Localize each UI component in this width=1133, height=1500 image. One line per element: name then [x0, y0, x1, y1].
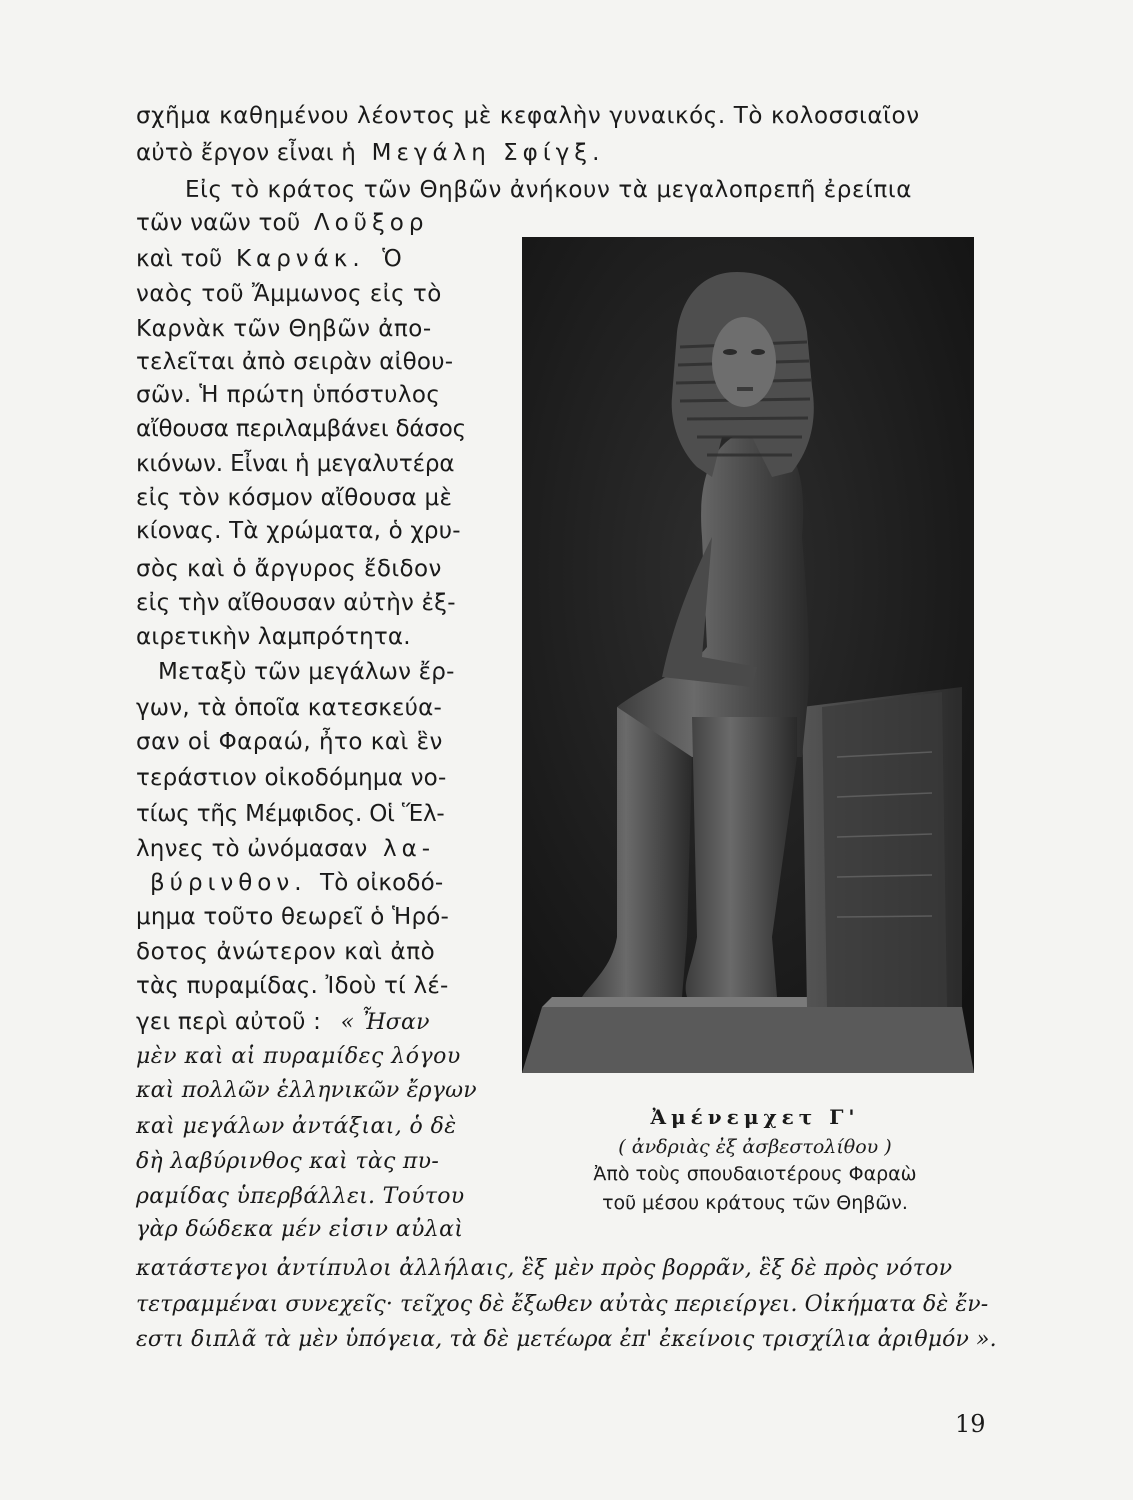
- text-line: τεράστιον οἰκοδόμημα νο-: [136, 765, 447, 791]
- caption-title: Ἀμένεμχετ Γ': [650, 1105, 860, 1129]
- quote-line: γὰρ δώδεκα μέν εἰσιν αὐλαὶ: [136, 1217, 464, 1242]
- text-line: [136, 834, 435, 864]
- quote-segment: « Ἦσαν: [340, 1010, 430, 1035]
- quote-line: καὶ πολλῶν ἑλληνικῶν ἔργων: [136, 1078, 477, 1103]
- caption-material: ( ἀνδριὰς ἐξ ἀσβεστολίθου ): [618, 1136, 892, 1158]
- text-line: αἴθουσα περιλαμβάνει δάσος: [136, 416, 466, 442]
- statue-illustration: [522, 237, 974, 1073]
- text-line: γων, τὰ ὁποῖα κατεσκεύα-: [136, 695, 443, 721]
- text-line: Μεταξὺ τῶν μεγάλων ἔρ-: [158, 659, 455, 685]
- text-segment: καὶ τοῦ: [136, 246, 223, 272]
- text-segment: ληνες τὸ ὠνόμασαν: [136, 836, 368, 862]
- text-segment: αὐτὸ ἔργον εἶναι ἡ: [136, 140, 357, 166]
- page-number: 19: [955, 1410, 986, 1438]
- quote-line: μὲν καὶ αἱ πυραμίδες λόγου: [136, 1044, 461, 1069]
- text-line: κίονας. Τὰ χρώματα, ὁ χρυ-: [136, 518, 461, 544]
- text-line: ναὸς τοῦ Ἄμμωνος εἰς τὸ: [136, 281, 442, 307]
- text-line: μημα τοῦτο θεωρεῖ ὁ Ἡρό-: [136, 904, 450, 930]
- text-segment: τῶν ναῶν τοῦ: [136, 210, 301, 236]
- text-line: σὸς καὶ ὁ ἄργυρος ἔδιδον: [136, 556, 442, 582]
- text-line: [150, 868, 443, 898]
- quote-line: καὶ μεγάλων ἀντάξιαι, ὁ δὲ: [136, 1114, 457, 1139]
- text-line: σχῆμα καθημένου λέοντος μὲ κεφαλὴν γυναικός. Τὸ κολοσσιαῖον: [136, 103, 920, 129]
- quote-line: ραμίδας ὑπερβάλλει. Τούτου: [136, 1184, 465, 1209]
- text-line: [136, 244, 402, 274]
- quote-line: τετραμμέναι συνεχεῖς· τεῖχος δὲ ἔξωθεν αὐτὰς περιείργει. Οἰκήματα δὲ ἔν-: [136, 1292, 989, 1317]
- text-line: εἰς τὴν αἴθουσαν αὐτὴν ἐξ-: [136, 590, 456, 616]
- text-line: [136, 138, 604, 168]
- emphasized-term: Λοῦξορ: [313, 210, 429, 236]
- statue-photograph: [522, 237, 974, 1073]
- caption-description: Ἀπὸ τοὺς σπουδαιοτέρους Φαραὼ: [593, 1163, 917, 1185]
- text-line: κιόνων. Εἶναι ἡ μεγαλυτέρα: [136, 451, 455, 477]
- caption-description: τοῦ μέσου κράτους τῶν Θηβῶν.: [602, 1192, 908, 1214]
- text-line: τελεῖται ἀπὸ σειρὰν αἰθου-: [136, 349, 454, 375]
- text-line: εἰς τὸν κόσμον αἴθουσα μὲ: [136, 485, 453, 511]
- emphasized-term: βύρινθον.: [150, 870, 307, 896]
- quote-line: κατάστεγοι ἀντίπυλοι ἀλλήλαις, ἓξ μὲν πρὸς βορρᾶν, ἓξ δὲ πρὸς νότον: [136, 1256, 953, 1281]
- text-segment: Τὸ οἰκοδό-: [320, 870, 444, 896]
- emphasized-term: λα-: [382, 836, 436, 862]
- text-line: [136, 208, 428, 238]
- text-line: τίως τῆς Μέμφιδος. Οἱ Ἕλ-: [136, 801, 445, 827]
- text-segment: Ὁ: [382, 246, 402, 272]
- quote-line: δὴ λαβύρινθος καὶ τὰς πυ-: [136, 1149, 440, 1174]
- text-line: δοτος ἀνώτερον καὶ ἀπὸ: [136, 939, 436, 965]
- text-line: Εἰς τὸ κράτος τῶν Θηβῶν ἀνήκουν τὰ μεγαλοπρεπῆ ἐρείπια: [185, 177, 913, 203]
- text-segment: γει περὶ αὐτοῦ :: [136, 1009, 322, 1035]
- text-line: σαν οἱ Φαραώ, ἦτο καὶ ἓν: [136, 729, 443, 755]
- text-line: σῶν. Ἡ πρώτη ὑπόστυλος: [136, 382, 441, 408]
- text-line: αιρετικὴν λαμπρότητα.: [136, 624, 411, 650]
- emphasized-term: Μεγάλη Σφίγξ.: [371, 140, 605, 166]
- text-line: [136, 1007, 430, 1038]
- emphasized-term: Καρνάκ.: [235, 246, 365, 272]
- quote-line: εστι διπλᾶ τὰ μὲν ὑπόγεια, τὰ δὲ μετέωρα ἐπ' ἐκείνοις τρισχίλια ἀριθμόν ».: [136, 1327, 997, 1352]
- text-line: Καρνὰκ τῶν Θηβῶν ἀπο-: [136, 316, 432, 342]
- text-line: τὰς πυραμίδας. Ἰδοὺ τί λέ-: [136, 973, 449, 999]
